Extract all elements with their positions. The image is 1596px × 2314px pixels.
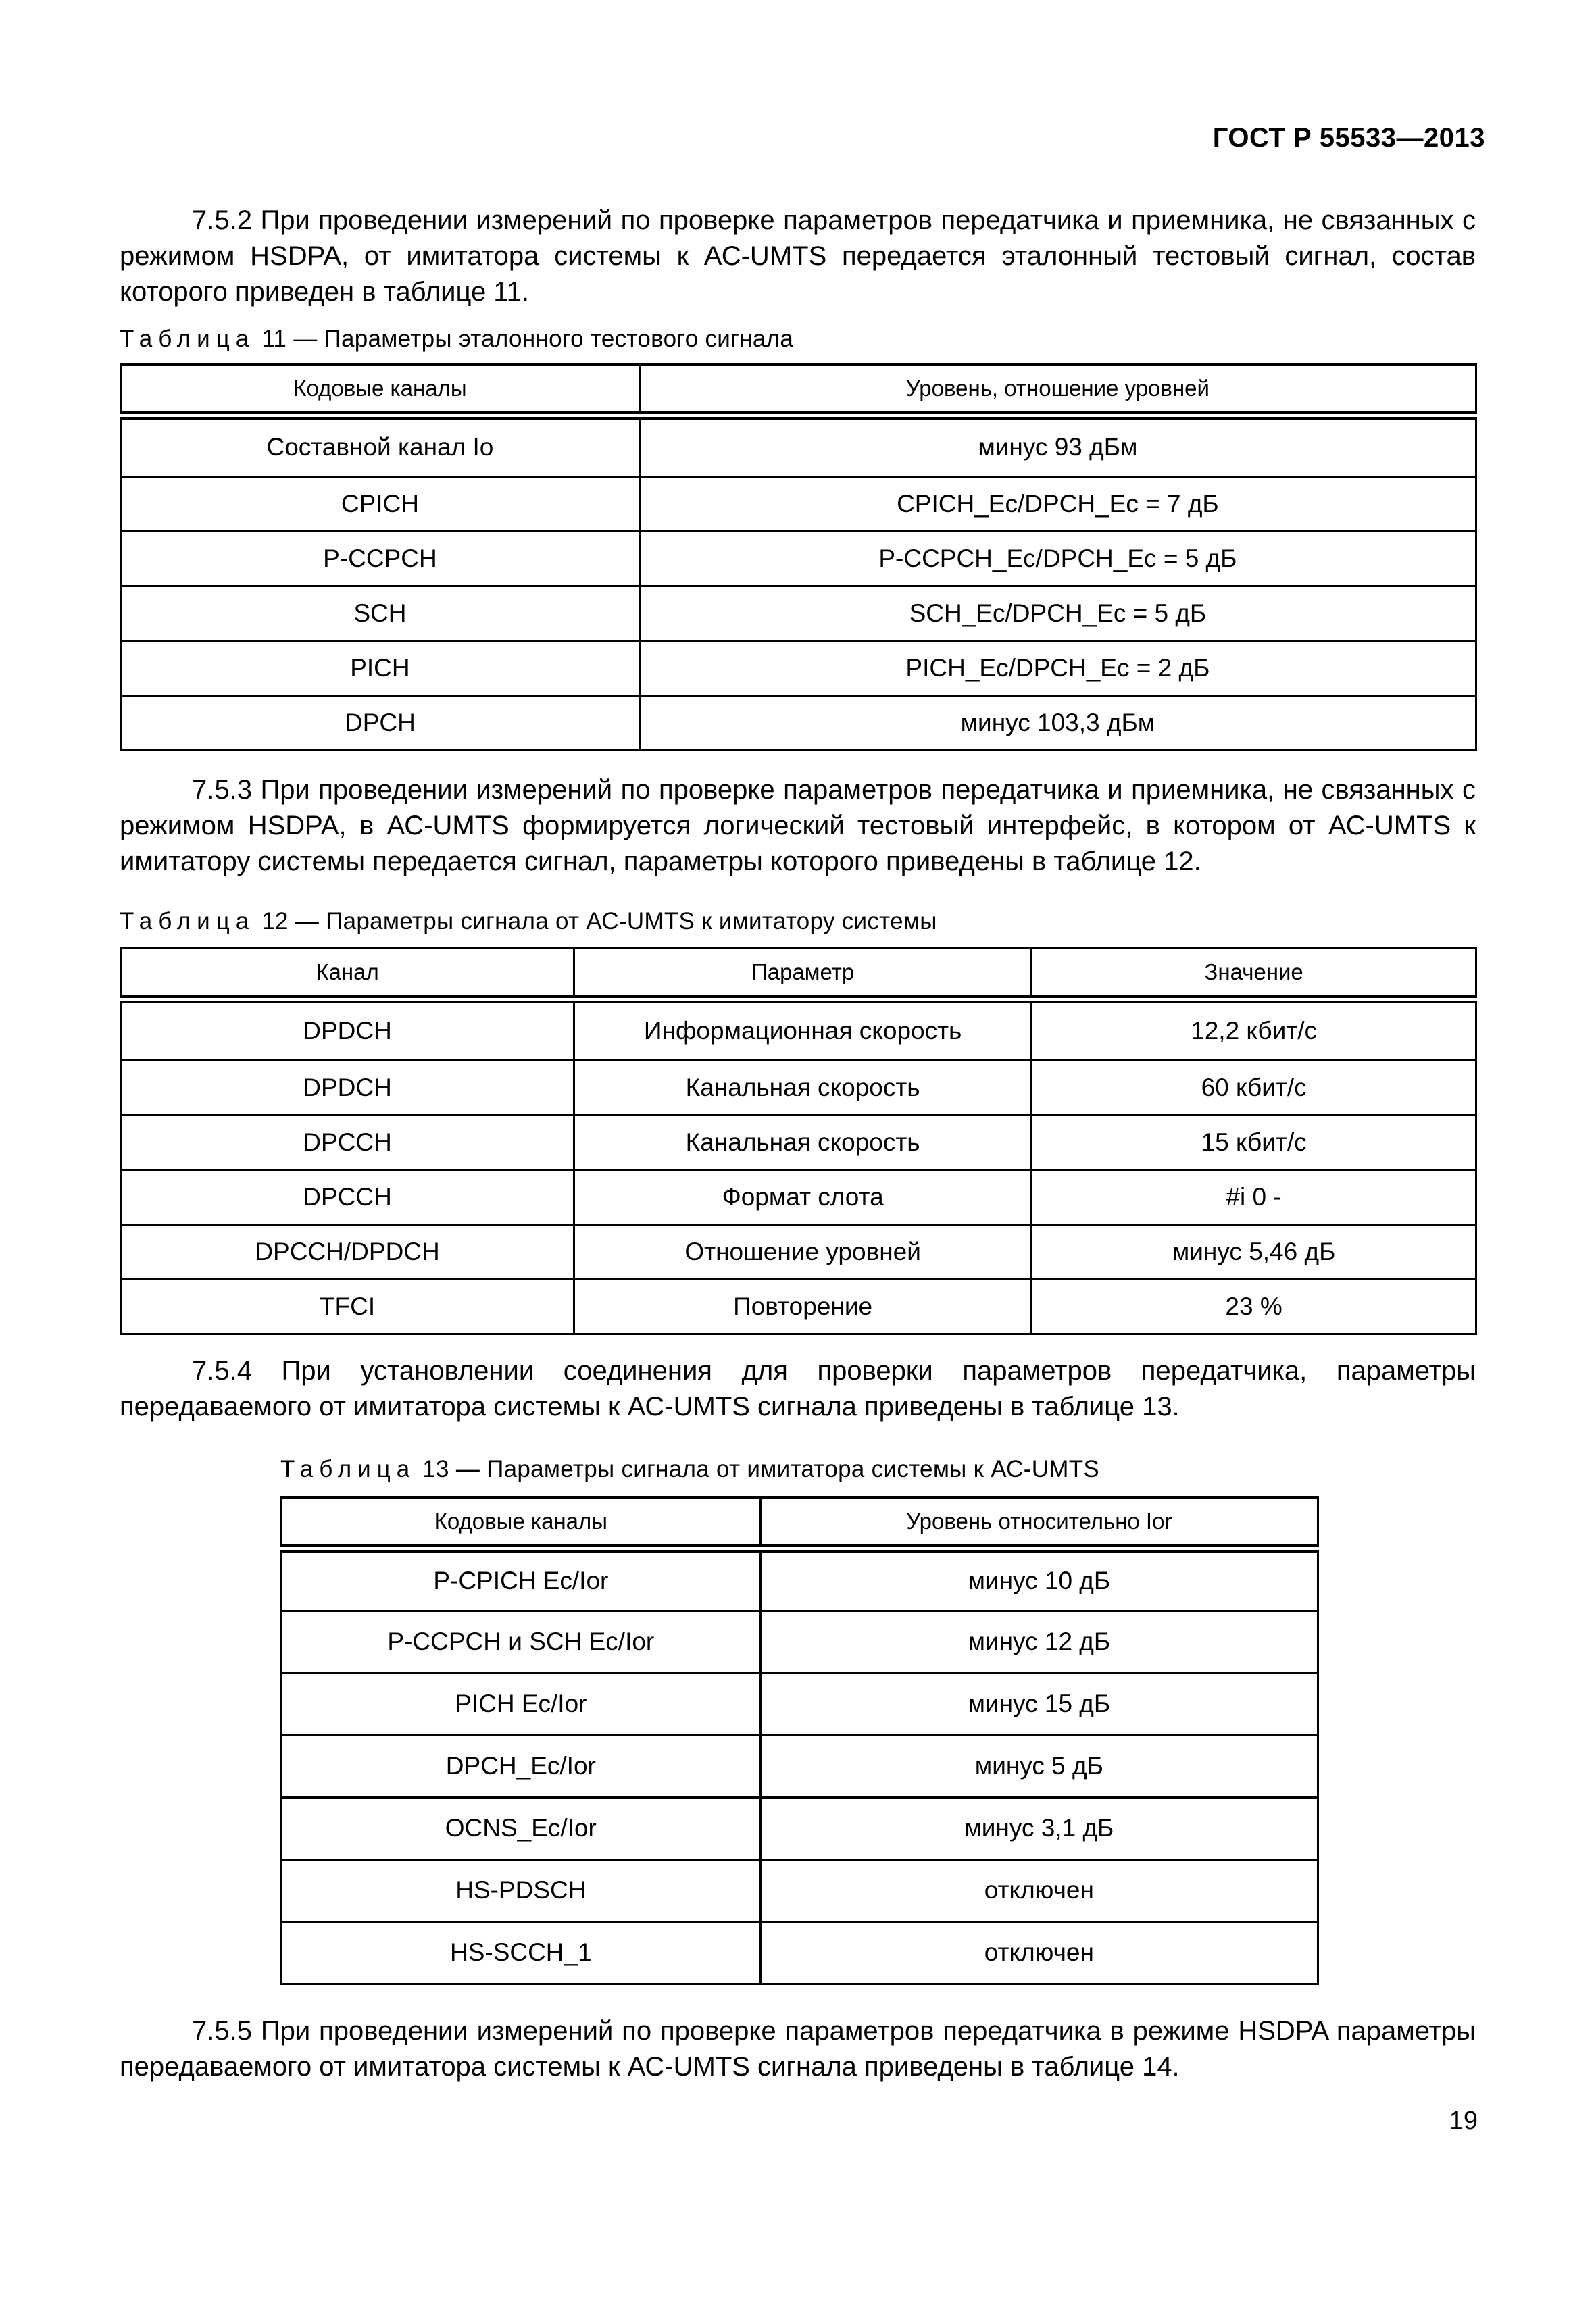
table-cell: CPICH bbox=[121, 476, 640, 531]
table-13 bbox=[280, 1496, 1319, 1985]
paragraph-7-5-4-text: 7.5.4 При установлении соединения для проверки параметров передатчика, параметры передаваемого от имитатора системы к АС-UMTS сигнала приведены в таблице 13. bbox=[120, 1356, 1476, 1422]
paragraph-7-5-5 bbox=[120, 2013, 1476, 2085]
table-cell: Составной канал Io bbox=[121, 416, 640, 476]
document-standard-header: ГОСТ Р 55533—2013 bbox=[1212, 123, 1485, 153]
table-11-caption-text: 11 — Параметры эталонного тестового сигнала bbox=[261, 326, 794, 352]
table-12-header-cell: Параметр bbox=[574, 949, 1032, 1000]
table-cell: TFCI bbox=[121, 1279, 574, 1334]
table-cell: DPCH_Ec/Ior bbox=[282, 1735, 761, 1797]
table-cell: DPCCH bbox=[121, 1115, 574, 1169]
table-row bbox=[282, 1735, 1318, 1797]
table-11-caption bbox=[120, 326, 793, 353]
table-12-caption-text: 12 — Параметры сигнала от АС-UMTS к имитатору системы bbox=[261, 908, 937, 934]
table-11 bbox=[120, 363, 1477, 751]
table-12-caption-prefix: Таблица bbox=[120, 908, 255, 934]
table-row bbox=[121, 640, 1476, 695]
paragraph-7-5-5-text: 7.5.5 При проведении измерений по проверке параметров передатчика в режиме HSDPA параметры передаваемого от имитатора системы к АС-UMTS сигнала приведены в таблице 14. bbox=[120, 2016, 1476, 2082]
table-cell: P-CCPCH и SCH Ec/Ior bbox=[282, 1611, 761, 1673]
table-cell: минус 93 дБм bbox=[639, 416, 1476, 476]
table-13-caption-prefix: Таблица bbox=[280, 1456, 416, 1482]
table-cell: PICH Ec/Ior bbox=[282, 1673, 761, 1735]
table-cell: DPCCH bbox=[121, 1169, 574, 1224]
paragraph-7-5-3-text: 7.5.3 При проведении измерений по проверке параметров передатчика и приемника, не связанных с режимом HSDPA, в АС-UMTS формируется логический тестовый интерфейс, в котором от АС-UMTS к имитатору системы передается сигнал, параметры которого приведены в таблице 12. bbox=[120, 775, 1476, 876]
page-number: 19 bbox=[1449, 2107, 1478, 2135]
table-row bbox=[282, 1673, 1318, 1735]
table-cell: SCH_Ec/DPCH_Ec = 5 дБ bbox=[639, 586, 1476, 640]
paragraph-7-5-2-text: 7.5.2 При проведении измерений по проверке параметров передатчика и приемника, не связанных с режимом HSDPA, от имитатора системы к АС-UMTS передается эталонный тестовый сигнал, состав которого приведен в таблице 11. bbox=[120, 205, 1476, 307]
table-12-header-cell: Канал bbox=[121, 949, 574, 1000]
table-cell: 12,2 кбит/с bbox=[1032, 999, 1476, 1060]
table-cell: P-CCPCH_Ec/DPCH_Ec = 5 дБ bbox=[639, 531, 1476, 586]
table-cell: DPDCH bbox=[121, 1060, 574, 1115]
table-cell: DPCCH/DPDCH bbox=[121, 1224, 574, 1279]
table-cell: Канальная скорость bbox=[574, 1115, 1032, 1169]
table-cell: #i 0 - bbox=[1032, 1169, 1476, 1224]
table-cell: CPICH_Ec/DPCH_Ec = 7 дБ bbox=[639, 476, 1476, 531]
table-cell: отключен bbox=[760, 1859, 1318, 1921]
table-row bbox=[121, 416, 1476, 476]
table-row bbox=[121, 586, 1476, 640]
table-cell: 60 кбит/с bbox=[1032, 1060, 1476, 1115]
table-row bbox=[282, 1797, 1318, 1859]
table-13-caption-text: 13 — Параметры сигнала от имитатора системы к АС-UMTS bbox=[422, 1456, 1100, 1482]
table-11-header-cell: Уровень, отношение уровней bbox=[639, 365, 1476, 416]
table-cell: HS-SCCH_1 bbox=[282, 1921, 761, 1984]
table-row bbox=[121, 1115, 1476, 1169]
table-row bbox=[121, 1060, 1476, 1115]
table-cell: Формат слота bbox=[574, 1169, 1032, 1224]
paragraph-7-5-3 bbox=[120, 772, 1476, 880]
table-13-caption bbox=[280, 1456, 1099, 1483]
table-row bbox=[121, 476, 1476, 531]
table-row bbox=[121, 695, 1476, 750]
table-cell: минус 103,3 дБм bbox=[639, 695, 1476, 750]
table-13-header-row bbox=[282, 1498, 1318, 1549]
table-row bbox=[282, 1549, 1318, 1611]
table-cell: минус 15 дБ bbox=[760, 1673, 1318, 1735]
table-cell: Информационная скорость bbox=[574, 999, 1032, 1060]
table-row bbox=[121, 1279, 1476, 1334]
table-row bbox=[121, 531, 1476, 586]
table-cell: отключен bbox=[760, 1921, 1318, 1984]
table-13-header-cell: Кодовые каналы bbox=[282, 1498, 761, 1549]
table-13-header-cell: Уровень относительно Ior bbox=[760, 1498, 1318, 1549]
table-12 bbox=[120, 947, 1477, 1335]
table-row bbox=[121, 1224, 1476, 1279]
table-12-caption bbox=[120, 908, 937, 935]
table-cell: P-CCPCH bbox=[121, 531, 640, 586]
table-row bbox=[282, 1921, 1318, 1984]
table-cell: минус 12 дБ bbox=[760, 1611, 1318, 1673]
table-row bbox=[282, 1611, 1318, 1673]
table-11-header-row bbox=[121, 365, 1476, 416]
table-cell: 23 % bbox=[1032, 1279, 1476, 1334]
paragraph-7-5-2 bbox=[120, 203, 1476, 310]
paragraph-7-5-4 bbox=[120, 1353, 1476, 1425]
table-cell: Канальная скорость bbox=[574, 1060, 1032, 1115]
table-cell: Повторение bbox=[574, 1279, 1032, 1334]
table-cell: минус 10 дБ bbox=[760, 1549, 1318, 1611]
table-row bbox=[282, 1859, 1318, 1921]
table-cell: 15 кбит/с bbox=[1032, 1115, 1476, 1169]
table-cell: OCNS_Ec/Ior bbox=[282, 1797, 761, 1859]
table-cell: HS-PDSCH bbox=[282, 1859, 761, 1921]
table-row bbox=[121, 1169, 1476, 1224]
table-cell: PICH bbox=[121, 640, 640, 695]
table-cell: PICH_Ec/DPCH_Ec = 2 дБ bbox=[639, 640, 1476, 695]
table-11-caption-prefix: Таблица bbox=[120, 326, 255, 352]
table-cell: DPCH bbox=[121, 695, 640, 750]
table-cell: минус 3,1 дБ bbox=[760, 1797, 1318, 1859]
table-row bbox=[121, 999, 1476, 1060]
table-11-header-cell: Кодовые каналы bbox=[121, 365, 640, 416]
table-cell: SCH bbox=[121, 586, 640, 640]
table-12-header-row bbox=[121, 949, 1476, 1000]
table-cell: DPDCH bbox=[121, 999, 574, 1060]
table-cell: P-CPICH Ec/Ior bbox=[282, 1549, 761, 1611]
table-12-header-cell: Значение bbox=[1032, 949, 1476, 1000]
table-cell: Отношение уровней bbox=[574, 1224, 1032, 1279]
table-cell: минус 5 дБ bbox=[760, 1735, 1318, 1797]
table-cell: минус 5,46 дБ bbox=[1032, 1224, 1476, 1279]
